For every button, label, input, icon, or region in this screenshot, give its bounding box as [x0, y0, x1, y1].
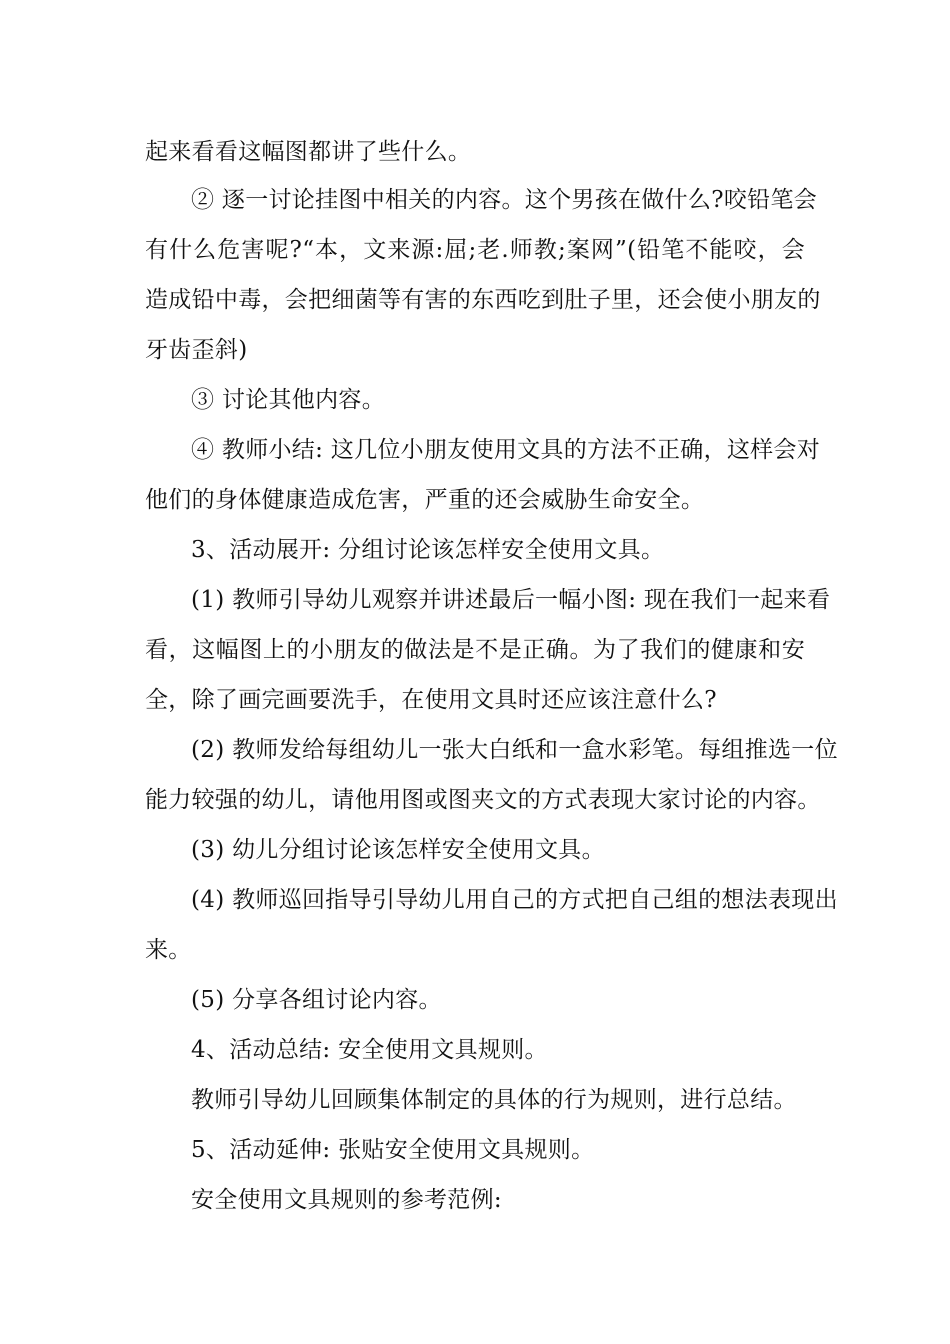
text-line: 安全使用文具规则的参考范例: — [191, 1187, 502, 1213]
text-line: 3、活动展开: 分组讨论该怎样安全使用文具。 — [191, 537, 665, 563]
text-line: (1) 教师引导幼儿观察并讲述最后一幅小图: 现在我们一起来看 — [191, 587, 831, 613]
text-line: (2) 教师发给每组幼儿一张大白纸和一盒水彩笔。每组推选一位 — [191, 737, 838, 763]
text-line: 能力较强的幼儿，请他用图或图夹文的方式表现大家讨论的内容。 — [145, 787, 821, 813]
text-line: 起来看看这幅图都讲了些什么。 — [145, 139, 472, 165]
text-line: ④ 教师小结: 这几位小朋友使用文具的方法不正确，这样会对 — [191, 437, 821, 463]
text-line: (5) 分享各组讨论内容。 — [191, 987, 442, 1013]
text-line: 全，除了画完画要洗手，在使用文具时还应该注意什么? — [145, 687, 717, 713]
text-line: 造成铅中毒，会把细菌等有害的东西吃到肚子里，还会使小朋友的 — [145, 287, 821, 313]
text-line: 教师引导幼儿回顾集体制定的具体的行为规则，进行总结。 — [191, 1087, 797, 1113]
text-line: 4、活动总结: 安全使用文具规则。 — [191, 1037, 548, 1063]
text-line: ③ 讨论其他内容。 — [191, 387, 386, 413]
text-line: 牙齿歪斜) — [145, 337, 248, 363]
text-line: ② 逐一讨论挂图中相关的内容。这个男孩在做什么?咬铅笔会 — [191, 187, 818, 213]
text-line: 他们的身体健康造成危害，严重的还会威胁生命安全。 — [145, 487, 705, 513]
text-line: (3) 幼儿分组讨论该怎样安全使用文具。 — [191, 837, 605, 863]
text-line: 来。 — [145, 937, 192, 963]
text-line: (4) 教师巡回指导引导幼儿用自己的方式把自己组的想法表现出 — [191, 887, 838, 913]
text-line: 5、活动延伸: 张贴安全使用文具规则。 — [191, 1137, 595, 1163]
text-line: 看，这幅图上的小朋友的做法是不是正确。为了我们的健康和安 — [145, 637, 805, 663]
text-line: 有什么危害呢?“本，文来源:屈;老.师教;案网”(铅笔不能咬，会 — [145, 237, 805, 263]
